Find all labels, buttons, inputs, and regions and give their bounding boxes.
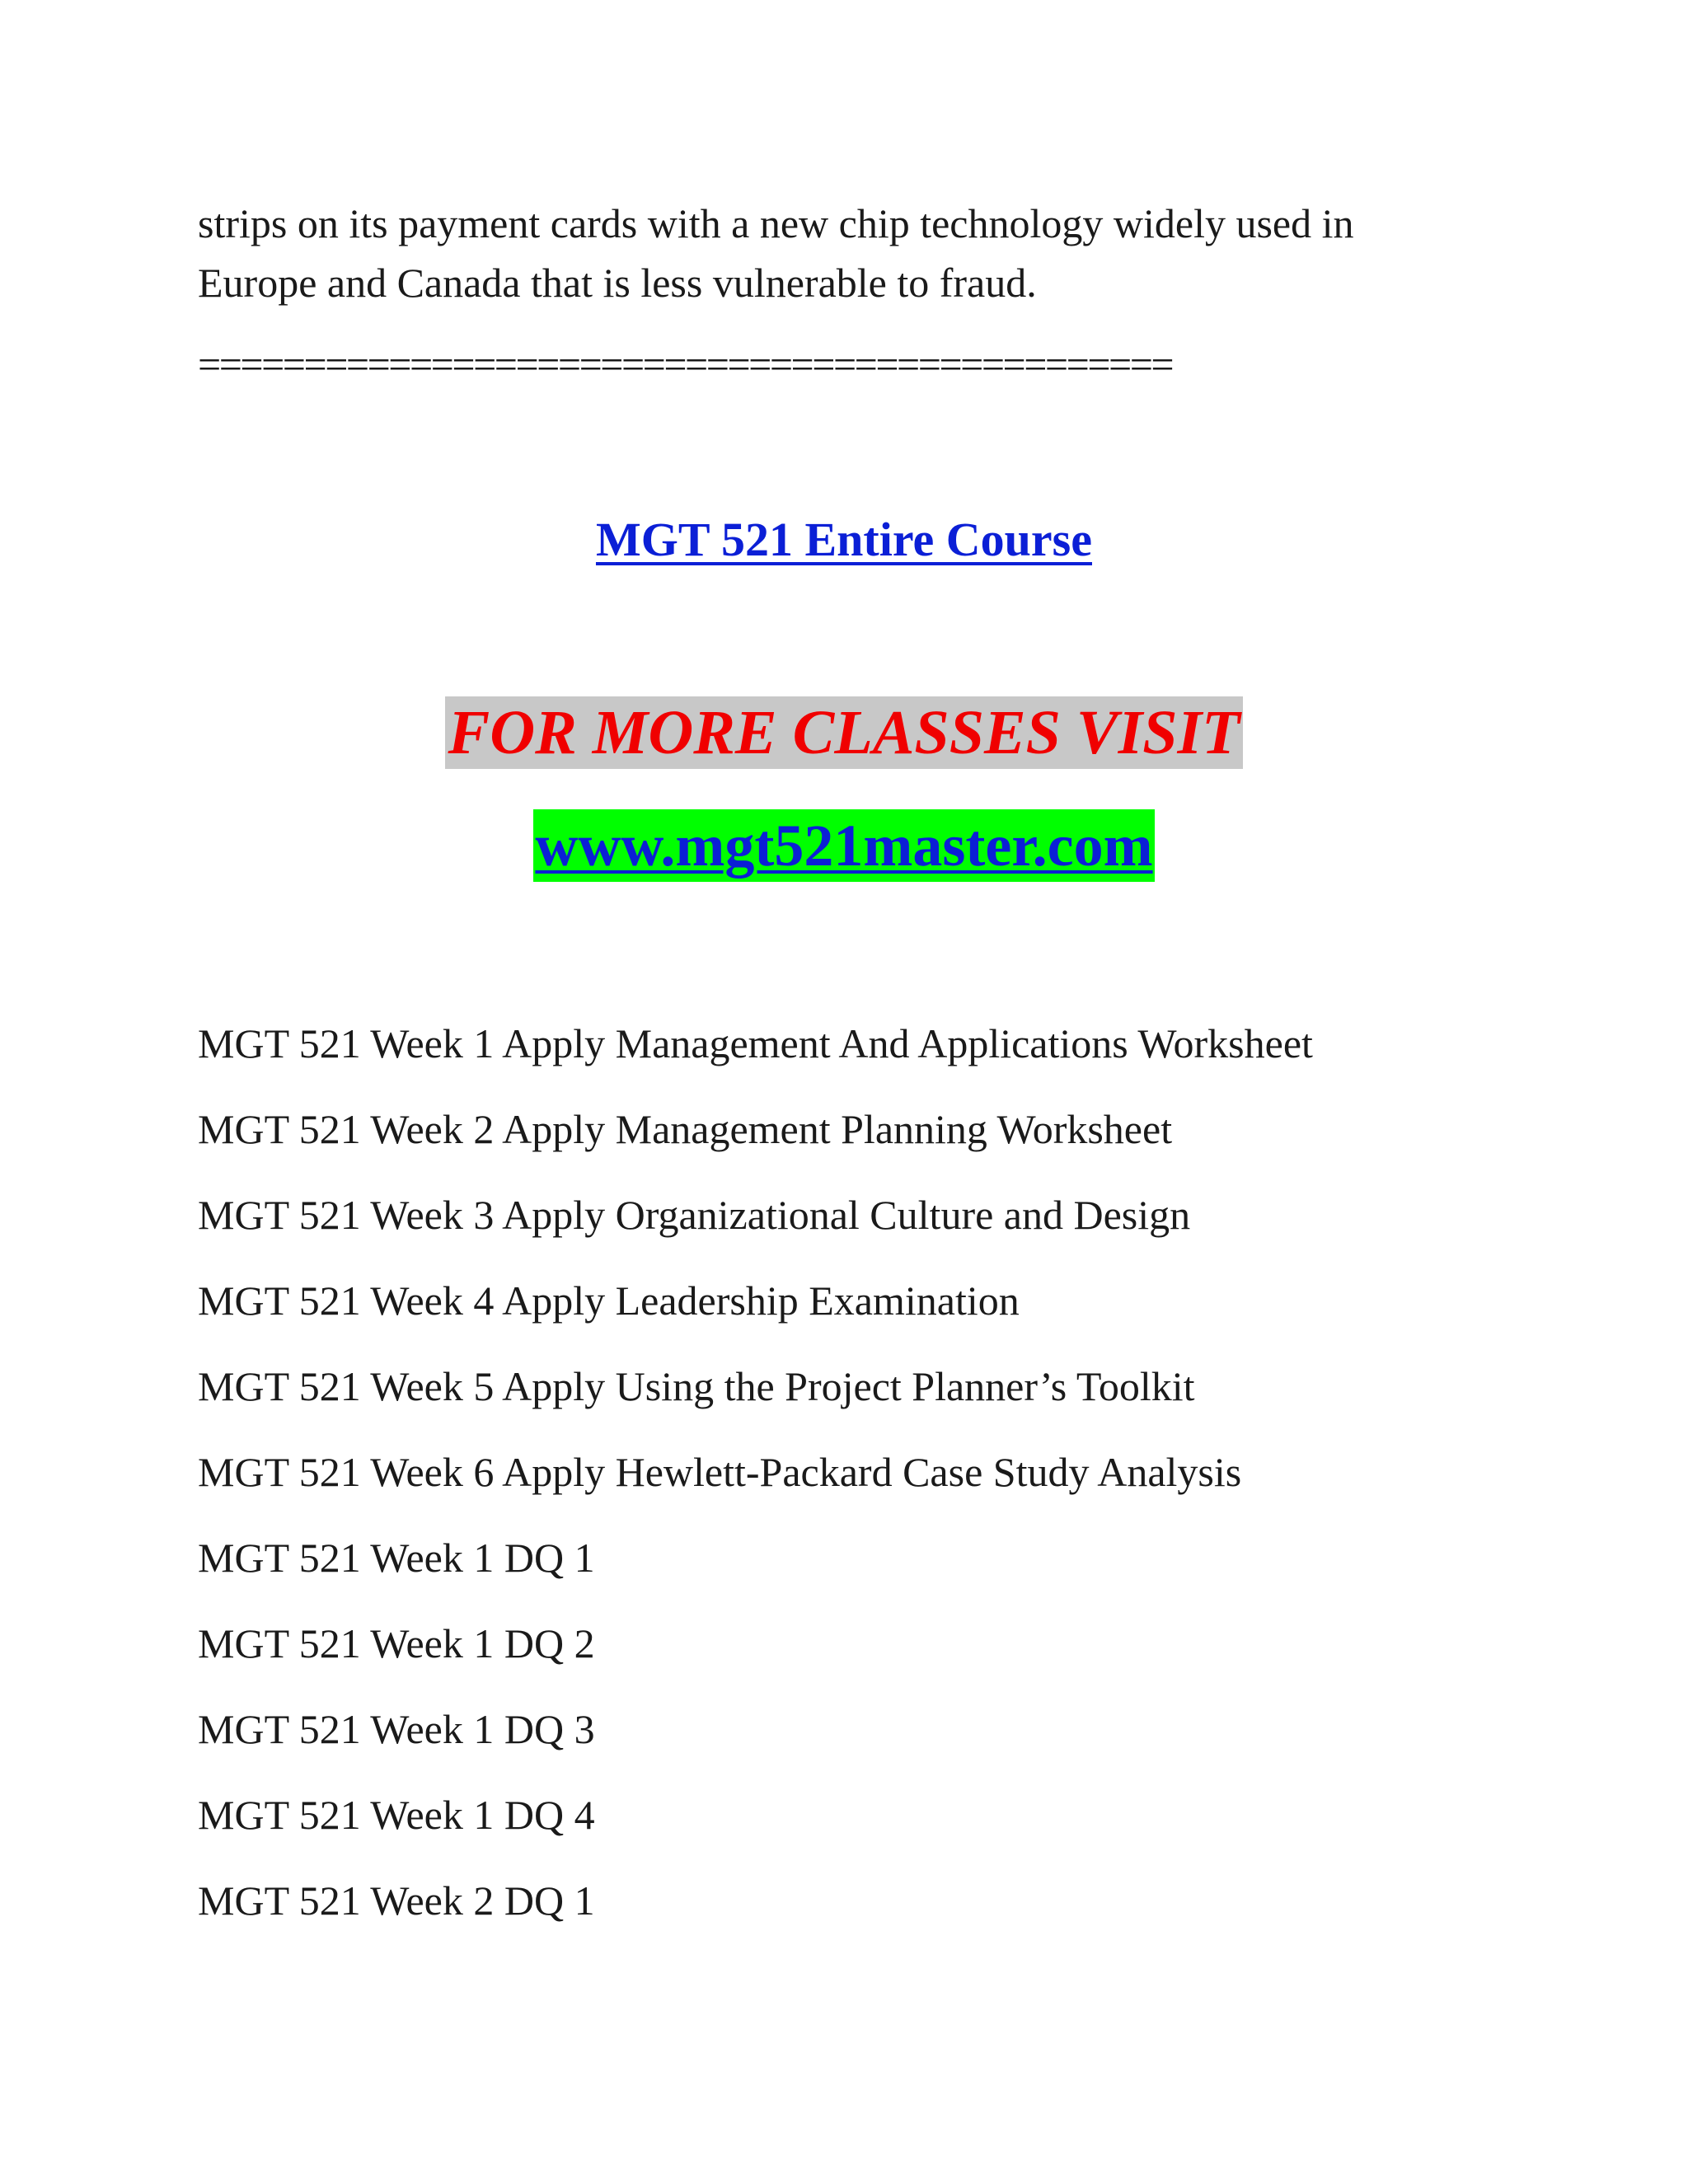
course-item: MGT 521 Week 5 Apply Using the Project Planner’s Toolkit <box>198 1363 1195 1409</box>
course-item: MGT 521 Week 1 DQ 2 <box>198 1620 595 1666</box>
course-link-heading <box>0 507 1688 573</box>
paragraph-line-1: strips on its payment cards with a new chip technology widely used in <box>198 200 1354 246</box>
entire-course-link[interactable]: MGT 521 Entire Course <box>595 513 1092 566</box>
course-item: MGT 521 Week 2 DQ 1 <box>198 1877 595 1924</box>
visit-banner <box>0 696 1688 769</box>
course-item: MGT 521 Week 1 DQ 3 <box>198 1706 595 1752</box>
visit-banner-text: FOR MORE CLASSES VISIT <box>445 696 1244 769</box>
course-item: MGT 521 Week 3 Apply Organizational Culture and Design <box>198 1192 1191 1238</box>
site-banner <box>0 809 1688 882</box>
course-item: MGT 521 Week 6 Apply Hewlett-Packard Case Study Analysis <box>198 1449 1242 1495</box>
course-item: MGT 521 Week 2 Apply Management Planning Worksheet <box>198 1106 1173 1152</box>
course-item: MGT 521 Week 1 DQ 1 <box>198 1535 595 1581</box>
course-item: MGT 521 Week 4 Apply Leadership Examination <box>198 1277 1020 1324</box>
course-item-list <box>198 1001 1313 1943</box>
section-divider: ============================================== <box>198 341 1173 387</box>
course-item: MGT 521 Week 1 Apply Management And Applications Worksheet <box>198 1020 1313 1066</box>
paragraph-line-2: Europe and Canada that is less vulnerable to fraud. <box>198 260 1037 306</box>
course-item: MGT 521 Week 1 DQ 4 <box>198 1792 595 1838</box>
intro-paragraph <box>198 194 1517 312</box>
site-url-link[interactable]: www.mgt521master.com <box>533 809 1154 882</box>
